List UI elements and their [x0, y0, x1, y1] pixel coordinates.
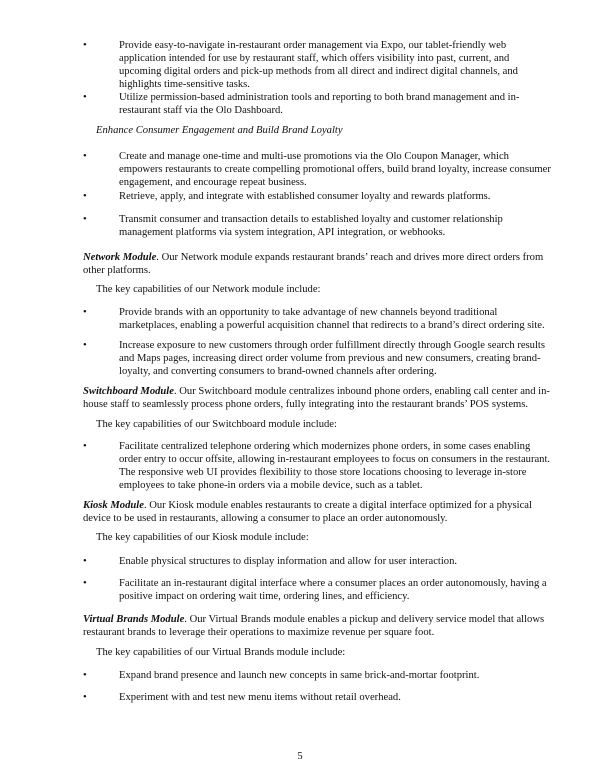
module-paragraph: [83, 385, 553, 411]
list-item: [83, 213, 553, 239]
bullet-icon: •: [83, 92, 87, 103]
bullet-icon: •: [83, 670, 87, 681]
bullet-icon: •: [83, 40, 87, 51]
list-item: [83, 555, 553, 568]
bullet-icon: •: [83, 214, 87, 225]
module-title: Switchboard Module: [83, 386, 174, 397]
bullet-icon: •: [83, 578, 87, 589]
bullet-icon: •: [83, 340, 87, 351]
bullet-icon: •: [83, 441, 87, 452]
capabilities-intro: The key capabilities of our Switchboard module include:: [96, 419, 337, 430]
list-item: [83, 150, 553, 189]
module-description: . Our Virtual Brands module enables a pickup and delivery service model that allows restaurant brands to leverage their operations to maximize revenue per square foot.: [83, 614, 545, 638]
list-item: [83, 91, 553, 117]
list-item-text: Enable physical structures to display information and allow for user interaction.: [119, 556, 458, 567]
list-item: [83, 339, 553, 378]
module-description: . Our Network module expands restaurant brands’ reach and drives more direct orders from other platforms.: [83, 252, 544, 276]
module-title: Network Module: [83, 252, 157, 263]
list-item: [83, 39, 553, 91]
list-item-text: Create and manage one-time and multi-use promotions via the Olo Coupon Manager, which empowers restaurants to create compelling promotional offers, build brand loyalty, increase consumer engagement, and encourage repeat business.: [119, 151, 551, 188]
section-heading: Enhance Consumer Engagement and Build Brand Loyalty: [96, 125, 343, 136]
list-item-text: Transmit consumer and transaction details to established loyalty and customer relationship management platforms via system integration, API integration, or webhooks.: [119, 214, 503, 238]
bullet-icon: •: [83, 307, 87, 318]
bullet-icon: •: [83, 556, 87, 567]
list-item-text: Provide easy-to-navigate in-restaurant order management via Expo, our tablet-friendly web application intended for use by restaurant staff, which offers visibility into past, current, and upcoming digital orders and pick-up methods from all direct and indirect digital channels, and highlights time-sensitive tasks.: [119, 40, 518, 90]
list-item-text: Increase exposure to new customers through order fulfillment directly through Google search results and Maps pages, increasing direct order volume from previous and new consumers, creating brand-loyalty, and converting consumers to brand-owned channels after ordering.: [119, 340, 545, 377]
bullet-icon: •: [83, 151, 87, 162]
list-item: [83, 440, 553, 492]
module-title: Virtual Brands Module: [83, 614, 185, 625]
module-paragraph: [83, 499, 553, 525]
module-paragraph: [83, 251, 553, 277]
module-title: Kiosk Module: [83, 500, 144, 511]
list-item: [83, 669, 553, 682]
capabilities-intro: The key capabilities of our Network module include:: [96, 284, 321, 295]
bullet-icon: •: [83, 191, 87, 202]
list-item-text: Retrieve, apply, and integrate with established consumer loyalty and rewards platforms.: [119, 191, 491, 202]
module-paragraph: [83, 613, 553, 639]
module-description: . Our Kiosk module enables restaurants to create a digital interface optimized for a physical device to be used in restaurants, allowing a consumer to place an order autonomously.: [83, 500, 532, 524]
capabilities-intro: The key capabilities of our Kiosk module include:: [96, 532, 309, 543]
list-item: [83, 691, 553, 704]
list-item-text: Expand brand presence and launch new concepts in same brick-and-mortar footprint.: [119, 670, 480, 681]
page-number: 5: [297, 751, 303, 762]
list-item-text: Facilitate an in-restaurant digital interface where a consumer places an order autonomously, having a positive impact on ordering wait time, ordering lines, and efficiency.: [119, 578, 547, 602]
bullet-icon: •: [83, 692, 87, 703]
capabilities-intro: The key capabilities of our Virtual Brands module include:: [96, 647, 346, 658]
list-item: [83, 577, 553, 603]
list-item: [83, 190, 553, 203]
list-item-text: Experiment with and test new menu items without retail overhead.: [119, 692, 401, 703]
list-item-text: Utilize permission-based administration tools and reporting to both brand management and in-restaurant staff via the Olo Dashboard.: [119, 92, 520, 116]
list-item-text: Provide brands with an opportunity to take advantage of new channels beyond traditional marketplaces, enabling a powerful acquisition channel that redirects to a brand’s direct ordering site.: [119, 307, 545, 331]
module-description: . Our Switchboard module centralizes inbound phone orders, enabling call center and in-house staff to seamlessly process phone orders, fully integrating into the restaurant brands’ POS systems.: [83, 386, 550, 410]
list-item: [83, 306, 553, 332]
list-item-text: Facilitate centralized telephone ordering which modernizes phone orders, in some cases enabling order entry to occur offsite, allowing in-restaurant employees to focus on consumers in the restaurant. The responsive web UI provides flexibility to those store locations choosing to leverage in-store employees to take phone-in orders via a mobile device, such as a tablet.: [119, 441, 551, 491]
